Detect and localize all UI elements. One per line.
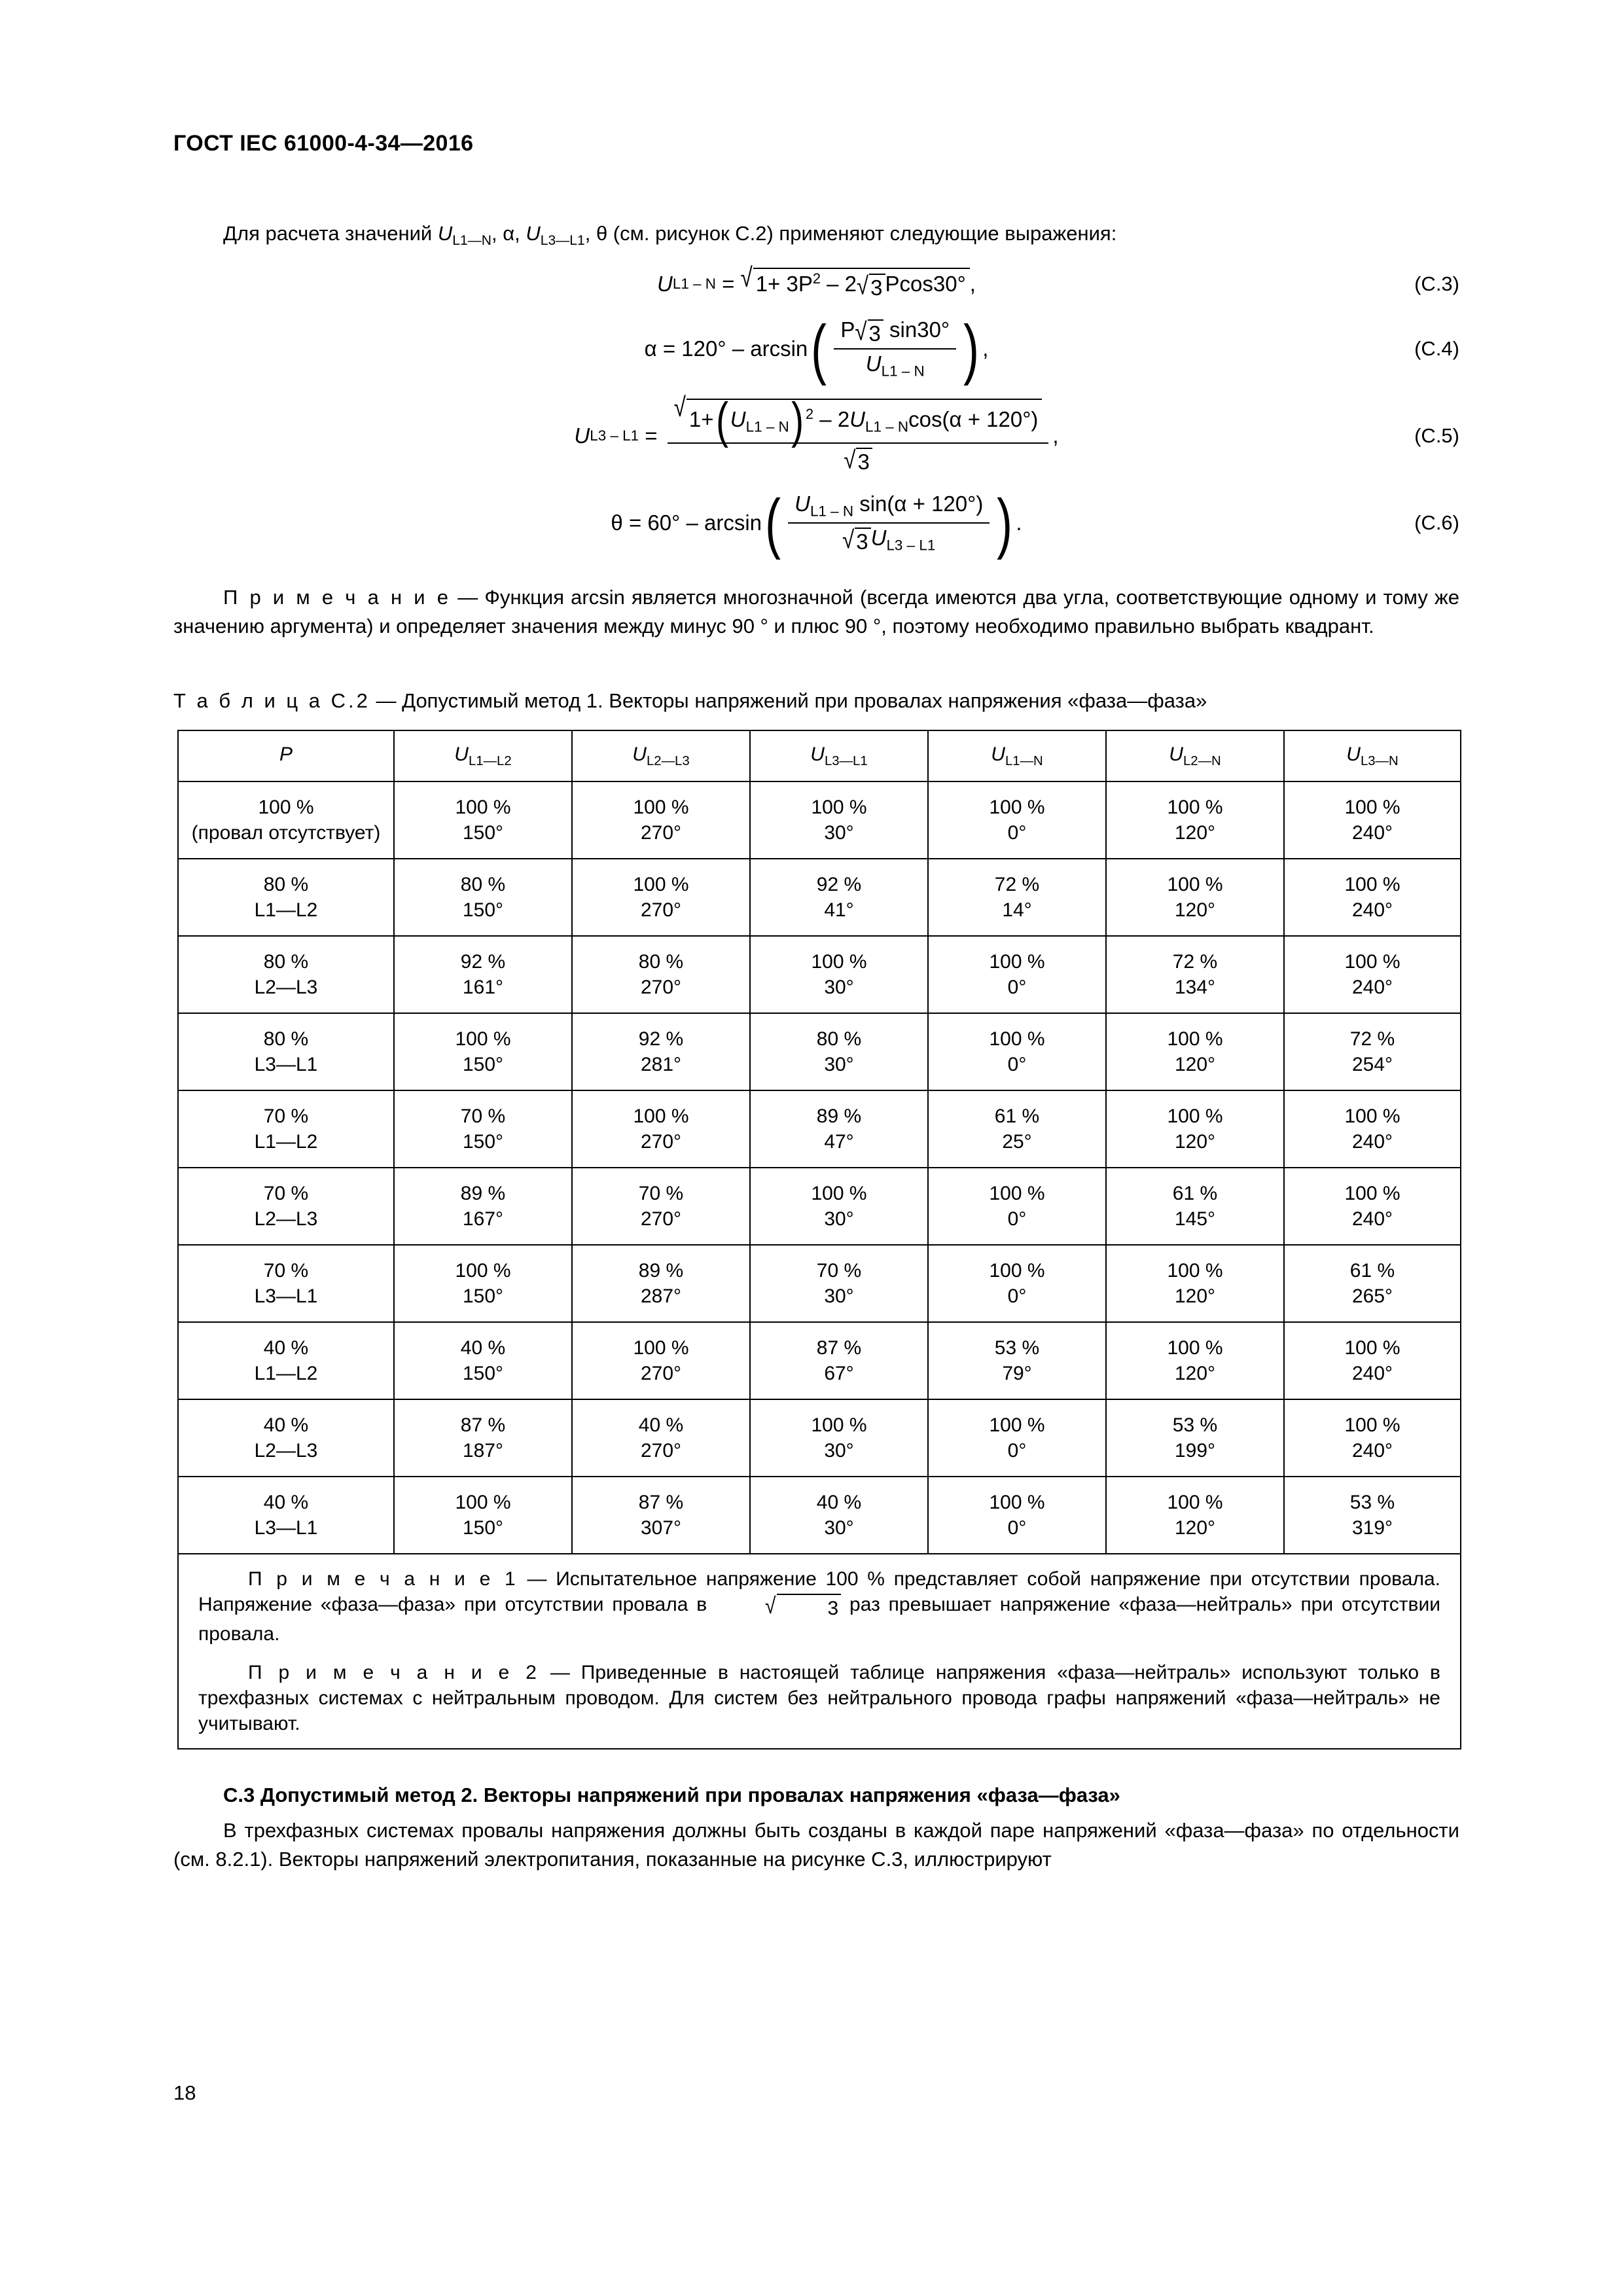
table-cell: 87 % 67° <box>750 1322 928 1399</box>
table-cell: 100 % 120° <box>1106 1477 1284 1554</box>
table-cell: 100 % 270° <box>572 1322 750 1399</box>
table-note-1-part1: — Испытательное напряжение 100 % представляет собой напряжение при отсутствии провала. Напряжение «фаза—фаза» при отсутствии провала в <box>198 1568 1440 1615</box>
table-cell: 100 % 270° <box>572 781 750 859</box>
table-cell: 80 % 270° <box>572 936 750 1013</box>
table-cell: 100 % 0° <box>928 1168 1106 1245</box>
table-cell: 100 % 240° <box>1284 1399 1461 1477</box>
table-cell: 100 % 120° <box>1106 859 1284 936</box>
table-note-2-label: П р и м е ч а н и е 2 <box>248 1661 539 1683</box>
table-cell: 100 % 240° <box>1284 781 1461 859</box>
table-caption <box>173 689 1459 713</box>
table-note-1-label: П р и м е ч а н и е 1 <box>248 1568 518 1590</box>
table-cell: 100 % 30° <box>750 1168 928 1245</box>
table-row <box>178 1090 1461 1168</box>
table-footnotes <box>178 1554 1461 1749</box>
table-cell: 70 % L2—L3 <box>178 1168 394 1245</box>
table-cell: 100 % 0° <box>928 1477 1106 1554</box>
table-row <box>178 1399 1461 1477</box>
table-cell: 61 % 145° <box>1106 1168 1284 1245</box>
table-note-2-text: — Приведенные в настоящей таблице напряжения «фаза—нейтраль» используют только в трехфазных системах с нейтральным проводом. Для систем без нейтрального провода графы напряжений «фаза—нейтраль» не учитывают. <box>198 1661 1440 1734</box>
table-cell: 100 % 30° <box>750 1399 928 1477</box>
table-cell: 72 % 14° <box>928 859 1106 936</box>
table-cell: 40 % L2—L3 <box>178 1399 394 1477</box>
formula-c3: U L1 – N = √ $1+ 3P^2 - 2$ √ 3 Pcos30° , (С.3) <box>657 262 1459 300</box>
main-note-text: — Функция arcsin является многозначной (всегда имеются два угла, соответствующие одному и тому же значению аргумента) и определяет значения между минус 90 ° и плюс 90 °, поэтому необходимо правильно выбрать квадрант. <box>173 586 1459 638</box>
table-row <box>178 1245 1461 1322</box>
table-note-1-part2: раз превышает напряжение «фаза—нейтраль» при отсутствии провала. <box>198 1593 1440 1645</box>
table-row <box>178 859 1461 936</box>
table-row <box>178 781 1461 859</box>
table-cell: 80 % L2—L3 <box>178 936 394 1013</box>
table-cell: 100 % 150° <box>394 1245 572 1322</box>
table-cell: 100 % 150° <box>394 1013 572 1090</box>
table-cell: 100 % 270° <box>572 859 750 936</box>
table-header-cell: $U_{L1—N}$ <box>928 730 1106 781</box>
table-cell: 92 % 281° <box>572 1013 750 1090</box>
table-cell: 70 % L3—L1 <box>178 1245 394 1322</box>
table-cell: 100 % 120° <box>1106 781 1284 859</box>
table-cell: 72 % 254° <box>1284 1013 1461 1090</box>
table-cell: 100 % 270° <box>572 1090 750 1168</box>
table-cell: 70 % L1—L2 <box>178 1090 394 1168</box>
table-row <box>178 1322 1461 1399</box>
table-cell: 100 % 0° <box>928 1245 1106 1322</box>
table-header-cell: P <box>178 730 394 781</box>
table-cell: 61 % 265° <box>1284 1245 1461 1322</box>
table-cell: 100 % 30° <box>750 781 928 859</box>
main-note <box>173 583 1459 641</box>
table-cell: 89 % 287° <box>572 1245 750 1322</box>
table-cell: 100 % 0° <box>928 1399 1106 1477</box>
table-cell: 100 % 0° <box>928 781 1106 859</box>
table-cell: 53 % 79° <box>928 1322 1106 1399</box>
table-cell: 40 % 270° <box>572 1399 750 1477</box>
table-caption-label: Т а б л и ц а С.2 <box>173 689 370 713</box>
table-cell: 100 % 120° <box>1106 1013 1284 1090</box>
table-cell: 100 % 0° <box>928 936 1106 1013</box>
page-header: ГОСТ IEC 61000-4-34—2016 <box>173 131 474 156</box>
formula-c6: θ = 60° – arcsin ( $U_{L1 - N}$ sin(α + 120°) √ 3 $U_{L3 - L1}$ ) . (С.6) <box>611 485 1459 561</box>
table-header-cell: $U_{L3—N}$ <box>1284 730 1461 781</box>
table-cell: 100 % 240° <box>1284 1090 1461 1168</box>
table-cell: 92 % 161° <box>394 936 572 1013</box>
section-heading: С.3 Допустимый метод 2. Векторы напряжений при провалах напряжения «фаза—фаза» <box>223 1783 1120 1806</box>
table-caption-text: — Допустимый метод 1. Векторы напряжений при провалах напряжения «фаза—фаза» <box>370 689 1207 713</box>
table-cell: 89 % 47° <box>750 1090 928 1168</box>
table-cell: 80 % 150° <box>394 859 572 936</box>
table-note-1 <box>198 1566 1440 1647</box>
formula-c4-number: (С.4) <box>1414 336 1459 360</box>
table-cell: 72 % 134° <box>1106 936 1284 1013</box>
formula-c6-number: (С.6) <box>1414 511 1459 535</box>
table-cell: 87 % 307° <box>572 1477 750 1554</box>
formula-c5: U L3 – L1 = √ $1+(U_{L1 - N})$ $^2 - 2U_{L1 - N}\cos(\alpha + 120^\circ)$ √ 3 , (С.5) <box>574 391 1459 475</box>
table-cell: 40 % 30° <box>750 1477 928 1554</box>
section-paragraph: В трехфазных системах провалы напряжения должны быть созданы в каждой паре напряжений «фаза—фаза» по отдельности (см. 8.2.1). Векторы напряжений электропитания, показанные на рисунке С.3, иллюстрируют <box>173 1818 1459 1871</box>
table-cell: 100 % 0° <box>928 1013 1106 1090</box>
table-cell: 87 % 187° <box>394 1399 572 1477</box>
table-cell: 40 % 150° <box>394 1322 572 1399</box>
table-header-cell: $U_{L2—N}$ <box>1106 730 1284 781</box>
table-header-cell: $U_{L2—L3}$ <box>572 730 750 781</box>
table-cell: 53 % 319° <box>1284 1477 1461 1554</box>
table-cell: 100 % 120° <box>1106 1090 1284 1168</box>
sqrt3-symbol: √ 3 <box>715 1594 841 1621</box>
table-cell: 100 % 240° <box>1284 1168 1461 1245</box>
table-header-cell: $U_{L1—L2}$ <box>394 730 572 781</box>
table-header-row <box>178 730 1461 781</box>
table-cell: 70 % 270° <box>572 1168 750 1245</box>
table-cell: 80 % L3—L1 <box>178 1013 394 1090</box>
formula-c3-number: (С.3) <box>1414 272 1459 296</box>
table-footnotes-row <box>178 1554 1461 1749</box>
table-cell: 100 % 30° <box>750 936 928 1013</box>
table-row <box>178 1168 1461 1245</box>
table-cell: 100 % 240° <box>1284 936 1461 1013</box>
table-cell: 80 % 30° <box>750 1013 928 1090</box>
table-row <box>178 936 1461 1013</box>
main-note-label: П р и м е ч а н и е <box>223 586 452 609</box>
table-cell: 100 % 150° <box>394 1477 572 1554</box>
voltage-vectors-table <box>177 730 1461 1749</box>
formula-c4: α = 120° – arcsin ( P √ 3 sin30° $U_{L1 - N}$ ) , (С.4) <box>644 311 1459 387</box>
table-cell: 70 % 30° <box>750 1245 928 1322</box>
table-cell: 100 % 120° <box>1106 1322 1284 1399</box>
table-cell: 53 % 199° <box>1106 1399 1284 1477</box>
table-row <box>178 1477 1461 1554</box>
table-header-cell: $U_{L3—L1}$ <box>750 730 928 781</box>
formula-c5-number: (С.5) <box>1414 424 1459 448</box>
table-cell: 100 % 120° <box>1106 1245 1284 1322</box>
table-note-2 <box>198 1660 1440 1736</box>
intro-paragraph: Для расчета значений $U_{L1—N}$, α, $U_{L3—L1}$, θ (см. рисунок С.2) применяют следующие выражения: <box>223 222 1117 249</box>
table-cell: 100 % 150° <box>394 781 572 859</box>
table-row <box>178 1013 1461 1090</box>
table-cell: 80 % L1—L2 <box>178 859 394 936</box>
table-cell: 100 % 240° <box>1284 859 1461 936</box>
page-number: 18 <box>173 2081 196 2104</box>
table-cell: 89 % 167° <box>394 1168 572 1245</box>
table-cell: 70 % 150° <box>394 1090 572 1168</box>
table-cell: 100 % 240° <box>1284 1322 1461 1399</box>
table-cell: 61 % 25° <box>928 1090 1106 1168</box>
table-cell: 40 % L1—L2 <box>178 1322 394 1399</box>
table-cell: 100 % (провал отсутствует) <box>178 781 394 859</box>
table-cell: 40 % L3—L1 <box>178 1477 394 1554</box>
table-cell: 92 % 41° <box>750 859 928 936</box>
